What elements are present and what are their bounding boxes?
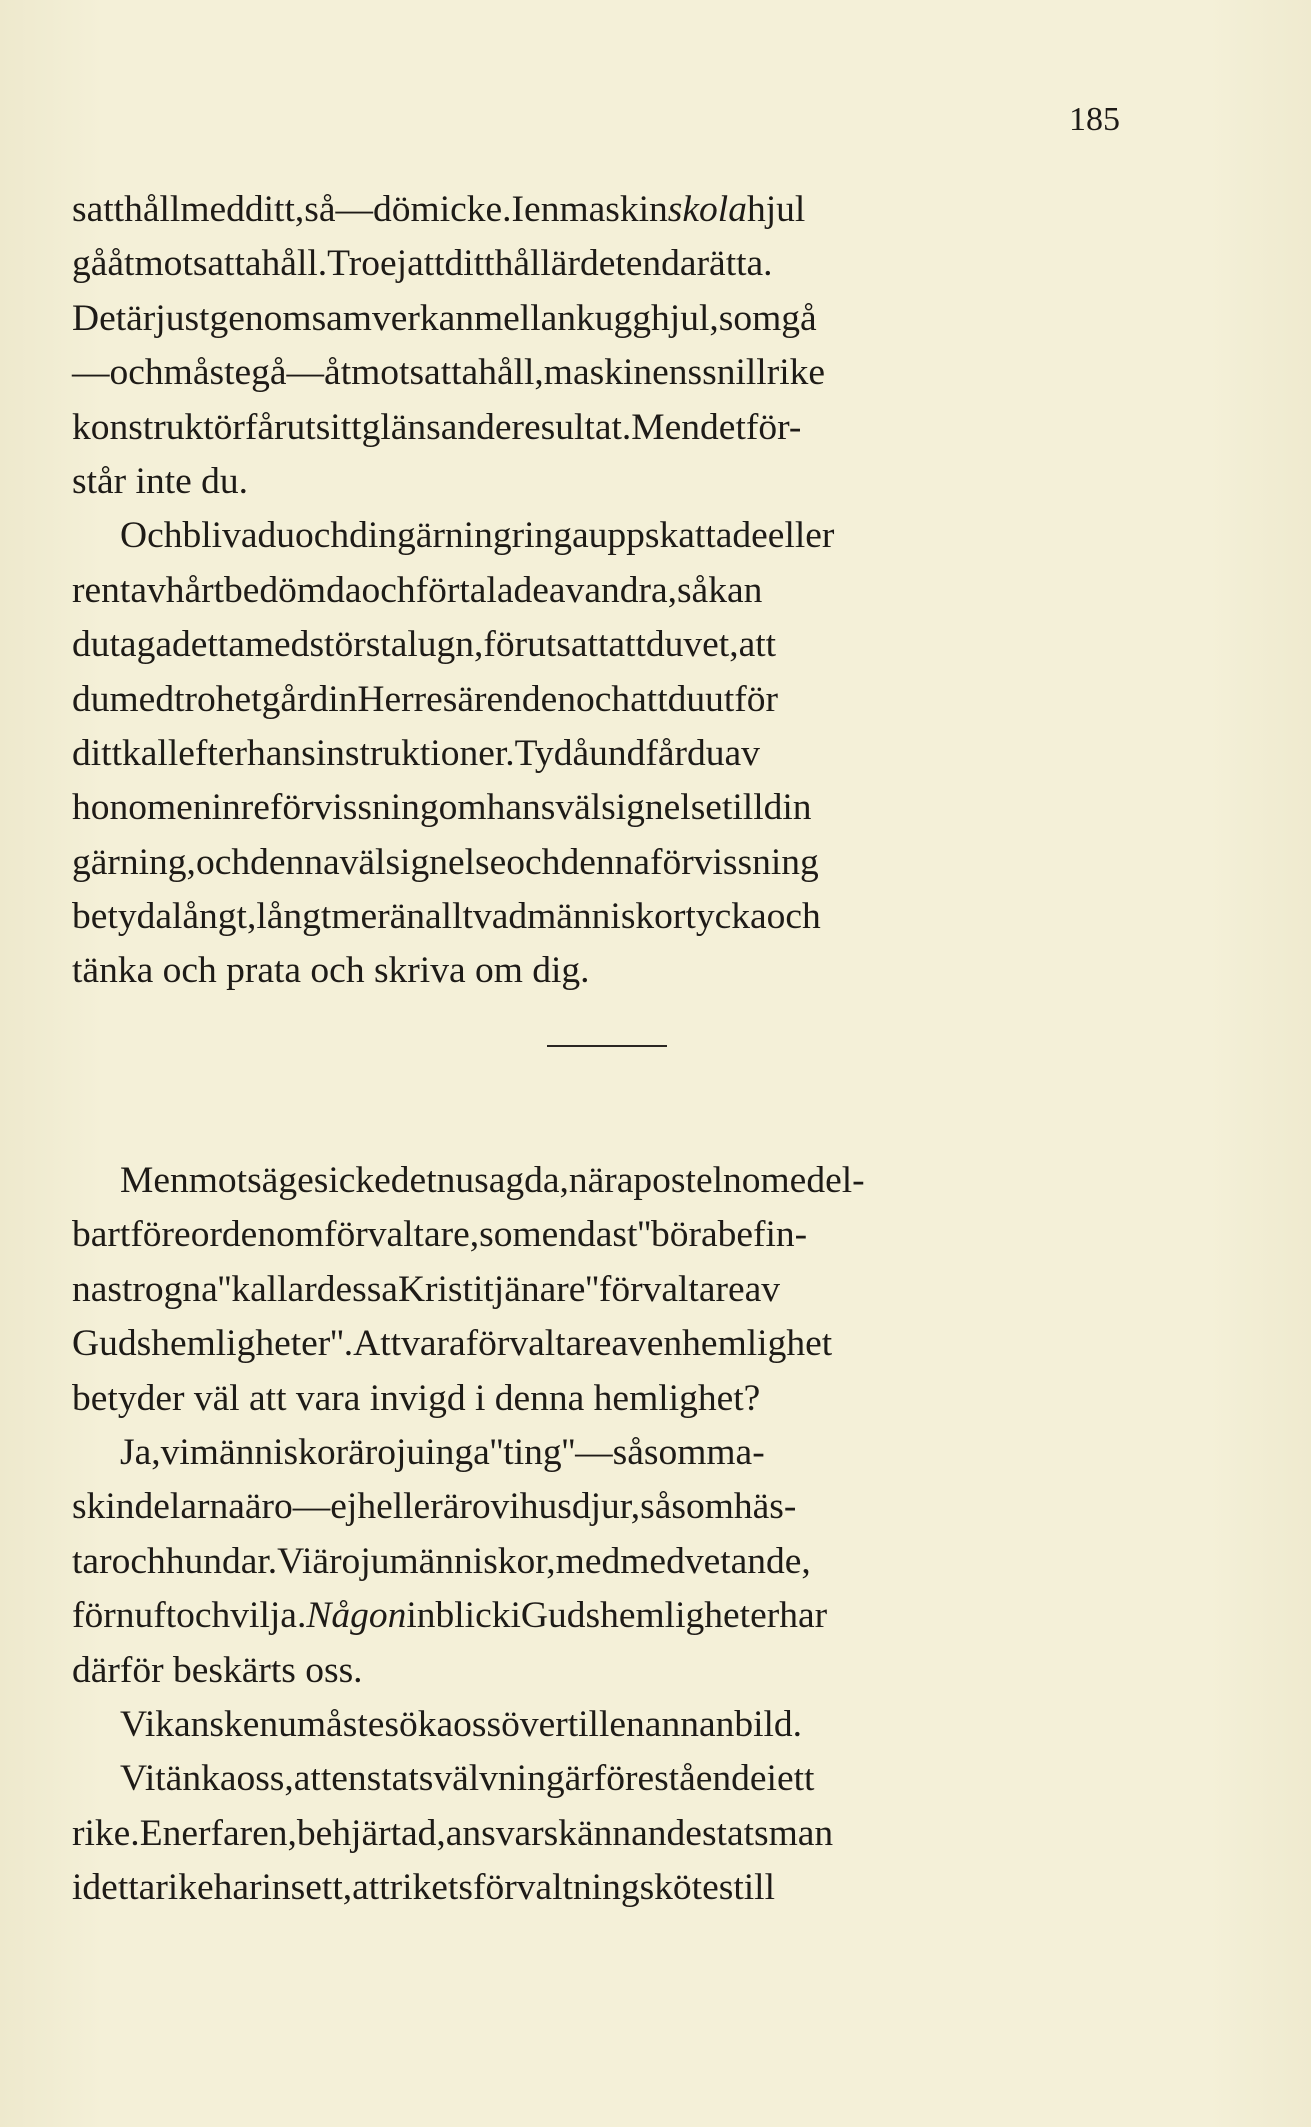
word: en [609,1703,645,1745]
word: då [553,732,590,774]
text-line [72,1589,1140,1643]
word: kanske [155,1703,260,1745]
word: en [176,787,212,829]
text-section-2 [72,1154,1140,1915]
word: du [257,515,295,557]
word: detta [82,1867,156,1909]
word: I [511,189,525,230]
word: förtalade [415,569,549,611]
word: just [155,297,210,339]
word: bart [72,1214,131,1256]
word: av [744,1268,781,1310]
word: ma- [706,1431,765,1473]
word: Vi [120,1703,156,1745]
word: att [293,1758,332,1800]
word: motsäges [188,1160,329,1201]
word: skola [667,189,747,230]
word: du [667,678,706,720]
word: får [244,406,287,448]
word: din [763,787,812,829]
word: att [630,678,668,720]
word: denna [250,841,340,883]
text-line [72,1208,1140,1262]
word: äro [348,1431,397,1473]
word: mellan [474,297,577,339]
word: du [72,678,110,720]
word: hans [486,787,556,829]
page-number: 185 [1069,101,1120,138]
word: före [130,1214,191,1256]
word: förvaltning [472,1867,640,1909]
word: hundar. [165,1540,278,1582]
word: Vi [277,1540,313,1582]
text-line [72,781,1140,835]
text-line [72,237,1140,291]
word: utför [705,678,779,720]
word: annan [644,1703,735,1745]
word: så [304,189,336,230]
word: och [294,515,350,557]
word: ej [379,243,408,285]
word: åt [107,243,135,285]
word: resultat. [511,406,632,448]
word: är [126,297,156,339]
word: och [506,841,561,883]
word: är [564,1758,594,1800]
text-line [72,1535,1140,1589]
word: kall [122,732,179,774]
word: undfår [589,732,687,774]
text-line [72,673,1140,727]
word: människor, [389,1540,556,1582]
word: med [555,1540,621,1582]
text-line [72,1752,1140,1806]
word: Att [353,1323,402,1365]
word: — [575,1431,613,1473]
word: långt, [171,896,257,938]
word: medvetande, [620,1540,811,1582]
word: Men [120,1160,189,1201]
word: efter [178,732,247,774]
word: bedömda [224,569,362,611]
word: satt [72,189,125,230]
word: Guds [72,1323,152,1365]
word: och [195,841,251,883]
word: honom [72,787,177,829]
word: hans [246,732,316,774]
word: endast [541,1214,638,1256]
word: såsom [640,1486,734,1528]
word: ansvarskännande [445,1812,702,1854]
word: hemlighet [682,1323,833,1365]
text-line: därför beskärts oss. [72,1649,363,1691]
word: betyda [72,896,172,938]
word: vet, [683,624,739,666]
word: heller [357,1486,443,1528]
text-line [72,292,1140,346]
word: söka [384,1703,454,1745]
word: erfaren, [181,1812,297,1854]
word: häs- [733,1486,797,1528]
word: tjänare [483,1268,586,1310]
word: och [766,896,821,938]
word: denna [560,841,650,883]
word: och [361,569,416,611]
word: glänsande [361,406,512,448]
word: en [646,1323,683,1365]
word: insett, [261,1867,353,1909]
text-line [72,401,1140,455]
word: du [72,624,110,666]
word: rike. [72,1812,140,1854]
word: enda [625,243,697,285]
word: maskinens [543,352,703,394]
word: till [733,1867,776,1909]
word: gärning [397,515,512,557]
word: till [567,1703,610,1745]
word: omedel- [741,1160,865,1201]
word: med [180,189,245,230]
word: ett [776,1758,815,1800]
word: det [579,243,626,285]
word: vi [160,1431,190,1473]
word: ''böra [637,1214,718,1256]
word: håll. [261,243,328,285]
word: gå [72,243,108,285]
word: genom [209,297,312,339]
word: orden [190,1214,277,1256]
text-line [72,1263,1140,1317]
word: ut [286,406,316,448]
word: hemligheter [600,1595,780,1637]
text-line [72,890,1140,944]
word: med [244,624,310,666]
word: av [130,569,166,611]
word: över [501,1703,568,1745]
word: detta [171,624,245,666]
word: statsman [701,1812,834,1854]
word: skindelarna [72,1486,245,1528]
word: har [779,1595,828,1637]
word: måste [163,352,252,394]
text-line: står inte du. [72,460,249,502]
word: gärning, [72,841,196,883]
word: Någon [306,1595,407,1637]
word: bild. [734,1703,803,1745]
text-line [72,1154,1140,1208]
word: rikets [389,1867,473,1909]
word: — [286,352,325,394]
word: bliva [182,515,258,557]
word: behjärtad, [296,1812,446,1854]
word: trogna'' [122,1268,232,1310]
word: åt [324,352,352,394]
text-line [72,564,1140,618]
text-line [72,1861,1140,1915]
word: tycka [685,896,767,938]
word: nas [72,1268,122,1310]
text-section-1 [72,183,1140,999]
word: hemligheter''. [151,1323,354,1365]
word: — [335,189,374,230]
word: så [676,569,709,611]
word: Guds [520,1595,601,1637]
word: statsvälvning [366,1758,565,1800]
word: och [111,1540,166,1582]
word: sitt [315,406,362,448]
word: andra, [584,569,677,611]
word: har [213,1867,262,1909]
word: ju [396,1431,426,1473]
word: vad [472,896,528,938]
word: om [438,787,487,829]
word: i [766,1758,777,1800]
word: inre [211,787,270,829]
word: äro [442,1486,491,1528]
text-line [72,346,1140,400]
word: är [550,243,580,285]
word: kugghjul, [576,297,719,339]
word: vilja. [230,1595,307,1637]
word: håll [494,243,551,285]
text-line [72,618,1140,672]
word: ej [330,1486,358,1528]
word: döm [373,189,440,230]
text-line [72,183,1140,237]
word: oss, [236,1758,294,1800]
text-line: tänka och prata och skriva om dig. [72,950,590,992]
word: din [309,678,358,720]
word: icke. [439,189,512,230]
word: skötes [639,1867,734,1909]
word: som [479,1214,542,1256]
word: Herres [357,678,458,720]
word: en [524,189,560,230]
word: med [109,678,175,720]
word: det [390,1160,437,1201]
text-line: betyder väl att vara invigd i denna hemlighet? [72,1377,761,1419]
word: vara [401,1323,466,1365]
word: största [309,624,408,666]
word: som [718,297,782,339]
word: kallar [231,1268,317,1310]
word: konstruktör [72,406,245,448]
word: till [721,787,764,829]
word: av [611,1323,647,1365]
word: din [349,515,398,557]
word: och [176,1595,231,1637]
word: äro [312,1540,361,1582]
word: nu [259,1703,297,1745]
word: att [608,624,646,666]
word: och [576,678,631,720]
word: tänka [155,1758,237,1800]
word: inga [425,1431,490,1473]
word: icke [328,1160,391,1201]
word: uppskattade [588,515,768,557]
word: Tro [327,243,380,285]
text-line [72,727,1140,781]
word: motsatta [351,352,479,394]
word: ''ting'' [489,1431,576,1473]
word: rent [72,569,131,611]
word: Ja, [120,1431,161,1473]
word: vi [490,1486,520,1528]
word: hårt [165,569,225,611]
word: snillrike [702,352,826,394]
word: Det [72,297,127,339]
word: om [276,1214,324,1256]
word: håll [124,189,181,230]
text-line [72,1698,1140,1752]
word: måste [296,1703,385,1745]
word: för- [745,406,802,448]
word: gå [781,297,817,339]
word: inblick [406,1595,511,1637]
word: rike [155,1867,214,1909]
text-line [72,1317,1140,1371]
text-line [72,1426,1140,1480]
section-divider [547,1045,667,1047]
word: går [261,678,310,720]
word: dessa [316,1268,398,1310]
word: — [72,352,110,394]
word: det [700,406,746,448]
word: Vi [120,1758,156,1800]
text-line [72,1480,1140,1534]
word: att [738,624,777,666]
word: nu [436,1160,475,1201]
word: du [686,732,725,774]
word: ringa [511,515,589,557]
word: förvissning [649,841,819,883]
word: hjul [746,189,806,230]
word: maskin [559,189,668,230]
word: välsignelse [339,841,507,883]
word: trohet [174,678,262,720]
word: oss [453,1703,502,1745]
word: ''förvaltare [585,1268,745,1310]
word: taga [109,624,172,666]
word: förestående [593,1758,767,1800]
text-line [72,509,1140,563]
text-line [72,836,1140,890]
word: människor [527,896,686,938]
word: människor [189,1431,349,1473]
word: att [407,243,445,285]
word: sagda, [474,1160,569,1201]
word: befin- [717,1214,808,1256]
word: allt [425,896,473,938]
word: instruktioner. [315,732,515,774]
word: eller [767,515,835,557]
word: ditt [72,732,123,774]
word: långt [256,896,332,938]
word: av [724,732,760,774]
word: av [548,569,585,611]
word: samverkan [311,297,474,339]
word: ärenden [457,678,576,720]
word: i [510,1595,521,1637]
word: Och [120,515,183,557]
word: tar [72,1540,112,1582]
word: ju [360,1540,390,1582]
word: och [109,352,164,394]
word: att [352,1867,390,1909]
word: såsom [612,1431,707,1473]
word: håll, [478,352,544,394]
word: rätta. [696,243,773,285]
word: Men [631,406,701,448]
word: äro [244,1486,293,1528]
word: du [645,624,684,666]
text-line [72,1807,1140,1861]
word: gå [251,352,287,394]
word: lugn, [407,624,484,666]
word: i [72,1867,83,1909]
word: mer [331,896,390,938]
word: förutsatt [483,624,609,666]
word: En [139,1812,182,1854]
word: förvissning [269,787,439,829]
word: när [568,1160,617,1201]
word: — [292,1486,331,1528]
word: motsatta [134,243,262,285]
word: förnuft [72,1595,177,1637]
word: än [389,896,426,938]
word: kan [708,569,763,611]
word: husdjur, [519,1486,641,1528]
word: ditt, [244,189,305,230]
word: förvaltare, [324,1214,480,1256]
word: aposteln [616,1160,742,1201]
word: välsignelse [555,787,722,829]
word: Kristi [397,1268,484,1310]
word: ditt [444,243,495,285]
word: förvaltare [465,1323,612,1365]
word: Ty [514,732,554,774]
word: en [331,1758,367,1800]
